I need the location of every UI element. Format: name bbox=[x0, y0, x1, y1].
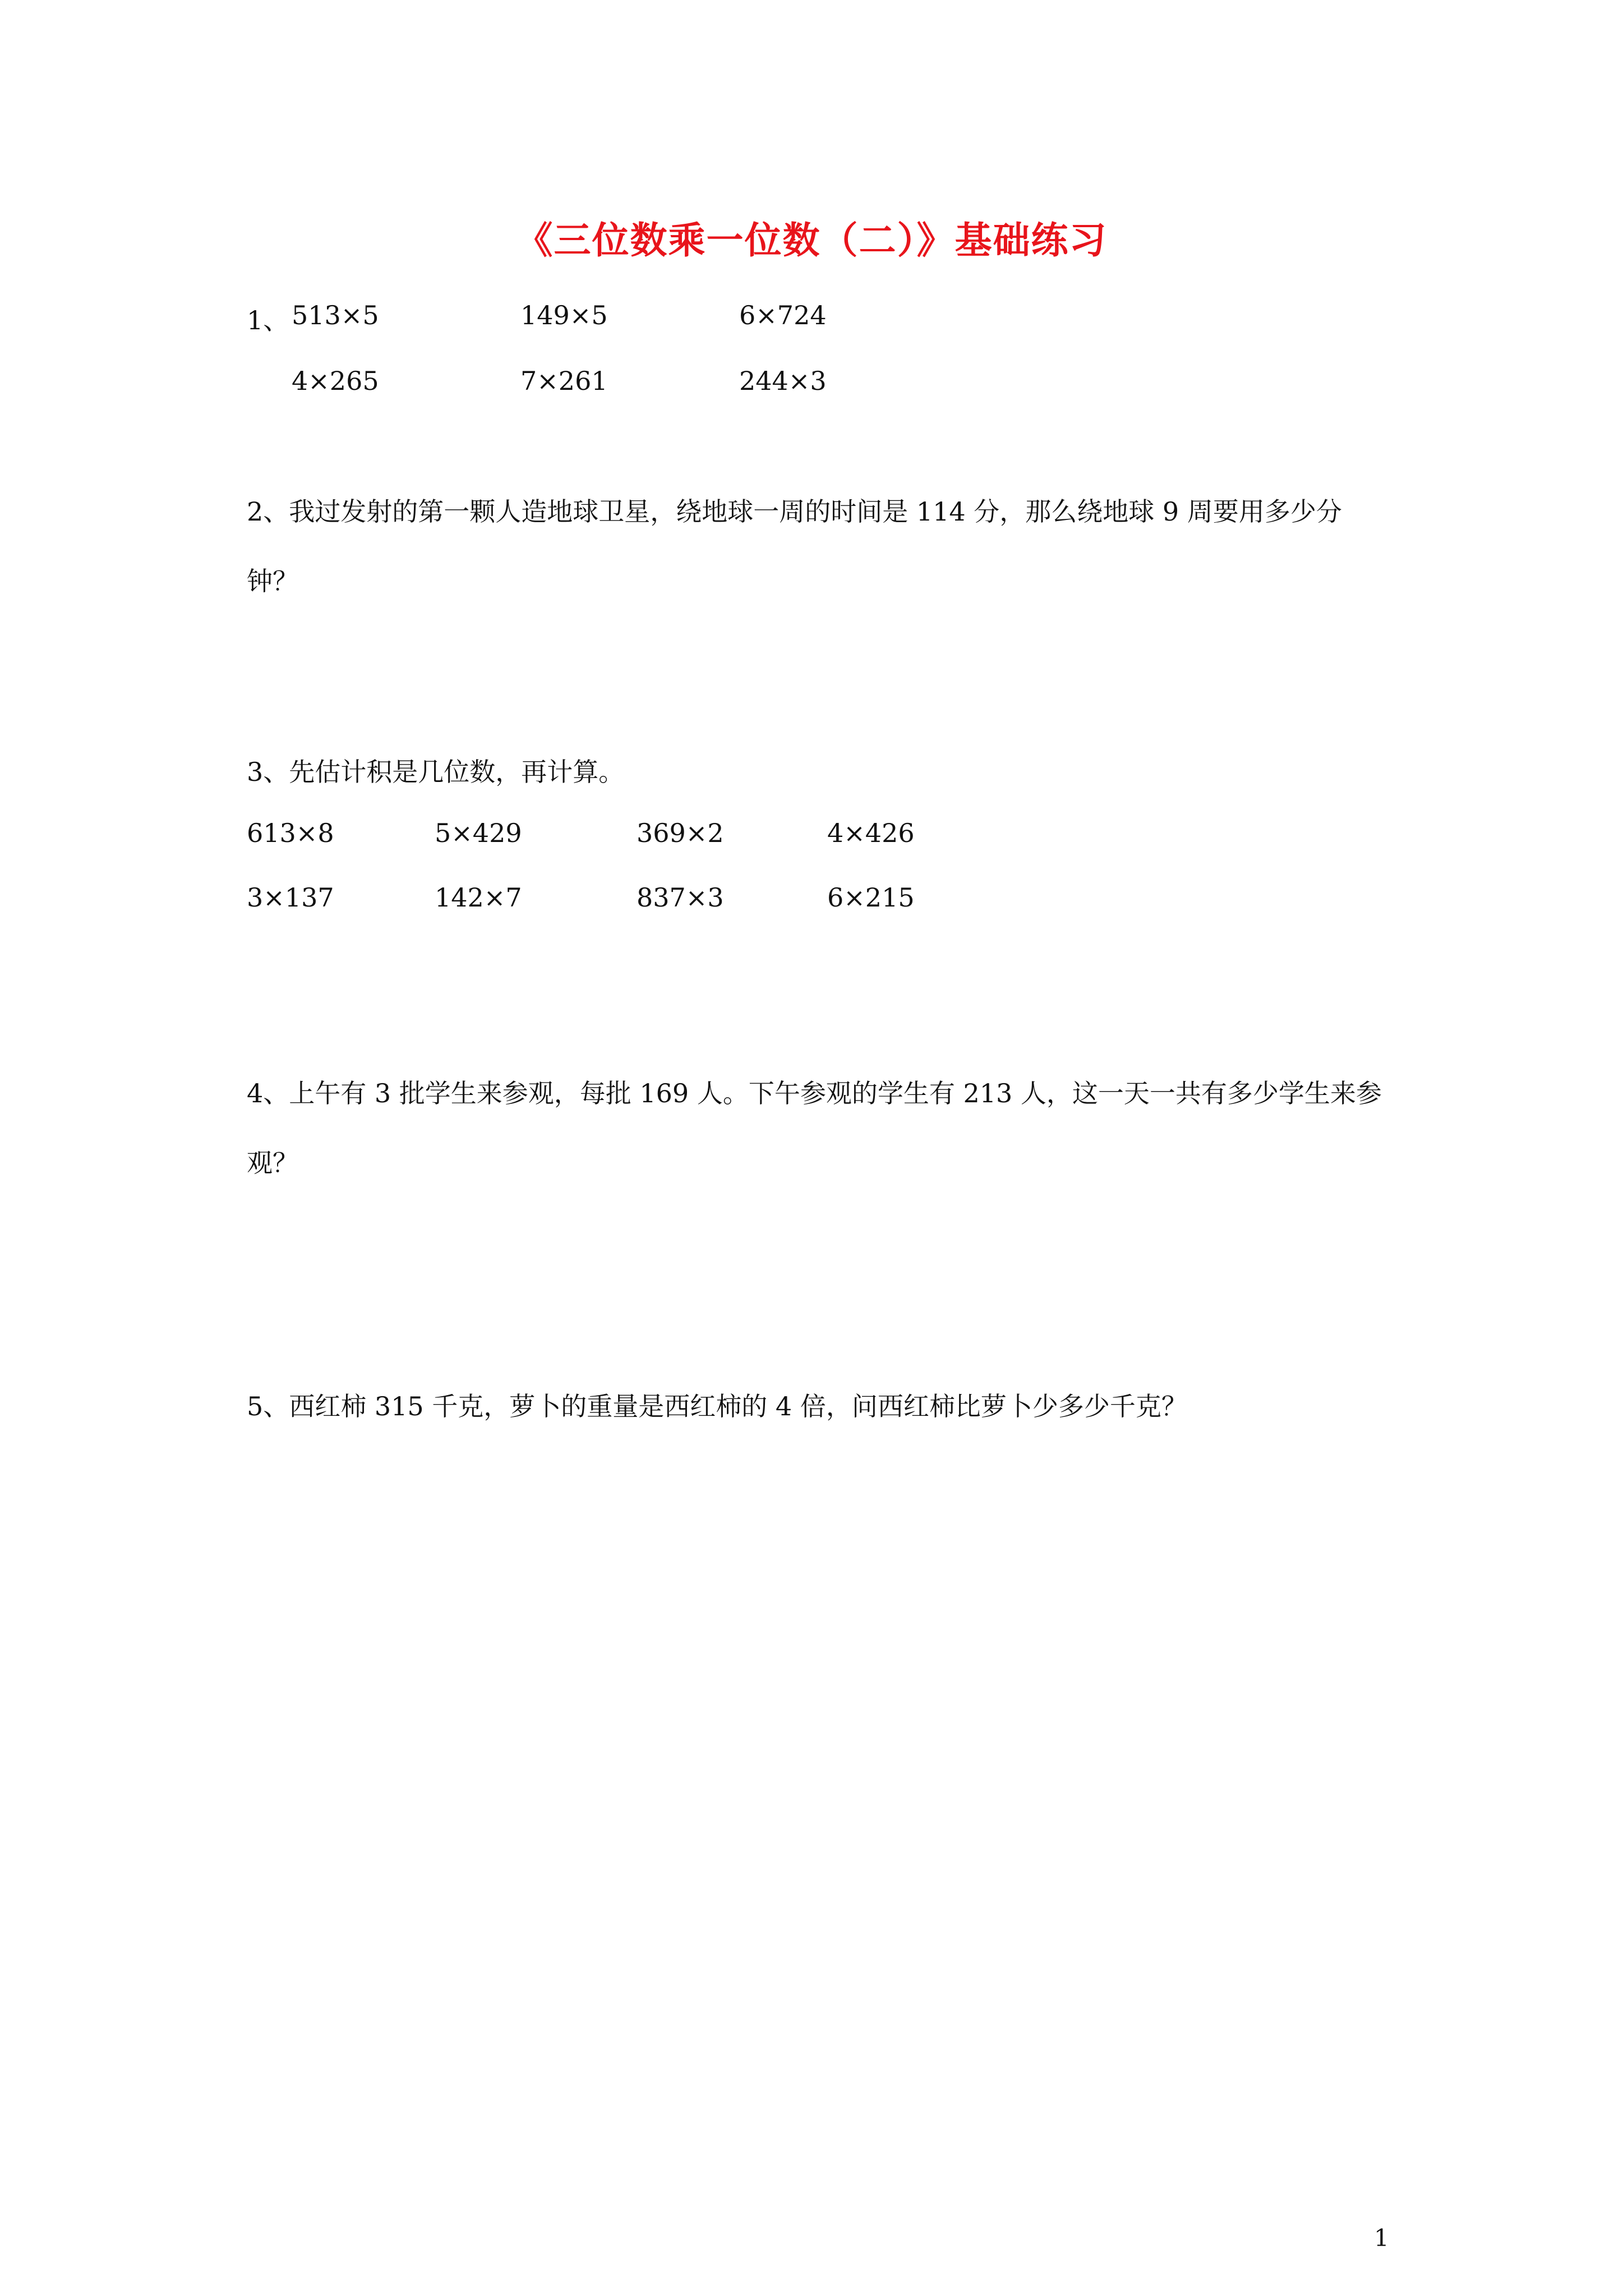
expression: 613×8 bbox=[247, 818, 334, 848]
expression: 6×215 bbox=[827, 882, 915, 913]
expression: 149×5 bbox=[520, 300, 608, 330]
expression: 3×137 bbox=[247, 882, 334, 913]
question-3-instruction: 3、先估计积是几位数，再计算。 bbox=[247, 757, 625, 787]
expression: 369×2 bbox=[637, 818, 724, 848]
question-5: 5、西红柿 315 千克，萝卜的重量是西红柿的 4 倍，问西红柿比萝卜少多少千克？ bbox=[247, 1391, 1187, 1421]
expression: 142×7 bbox=[435, 882, 522, 913]
question-1-label: 1、 bbox=[247, 305, 289, 335]
expression: 837×3 bbox=[637, 882, 724, 913]
page-title: 《三位数乘一位数（二）》基础练习 bbox=[515, 218, 1108, 262]
expression: 4×426 bbox=[827, 818, 915, 848]
expression: 6×724 bbox=[739, 300, 827, 330]
expression: 244×3 bbox=[739, 366, 827, 396]
question-4: 4、上午有 3 批学生来参观，每批 169 人。下午参观的学生有 213 人，这一天一共有多少学生来参观？ bbox=[247, 1078, 1382, 1178]
page-number: 1 bbox=[1374, 2224, 1389, 2252]
expression: 513×5 bbox=[292, 300, 379, 330]
expression: 4×265 bbox=[292, 366, 379, 396]
expression: 5×429 bbox=[435, 818, 522, 848]
question-2: 2、我过发射的第一颗人造地球卫星，绕地球一周的时间是 114 分，那么绕地球 9 周要用多少分钟？ bbox=[247, 496, 1342, 596]
expression: 7×261 bbox=[520, 366, 608, 396]
